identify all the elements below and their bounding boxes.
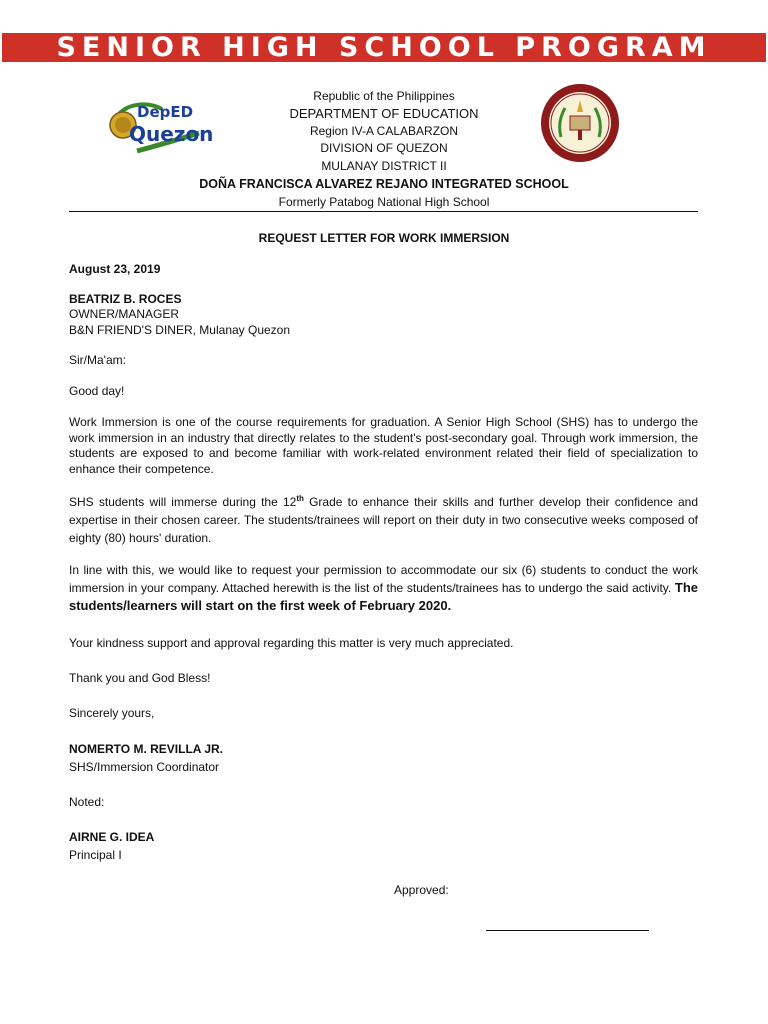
signer-name: NOMERTO M. REVILLA JR. xyxy=(69,742,224,756)
approved-label: Approved: xyxy=(394,883,449,897)
header-school: DOÑA FRANCISCA ALVAREZ REJANO INTEGRATED SCHOOL xyxy=(199,177,569,191)
letter-date: August 23, 2019 xyxy=(69,262,161,276)
header-division: DIVISION OF QUEZON xyxy=(320,141,448,155)
greeting: Good day! xyxy=(69,384,125,398)
principal-title: Principal I xyxy=(69,848,122,862)
header-department: DEPARTMENT OF EDUCATION xyxy=(289,106,479,121)
recipient-title: OWNER/MANAGER xyxy=(69,307,180,321)
recipient-company: B&N FRIEND'S DINER, Mulanay Quezon xyxy=(69,323,291,337)
paragraph-2: SHS students will immerse during the 12th Grade to enhance their skills and further develop their confidence and expertise in their chosen career. The students/trainees will report on their duty in two consecutive weeks composed of eighty (80) hours' duration. xyxy=(69,494,698,545)
noted-label: Noted: xyxy=(69,795,105,809)
thanks-line: Thank you and God Bless! xyxy=(69,671,211,685)
approval-signature-line xyxy=(486,930,649,931)
paragraph-1: Work Immersion is one of the course requirements for graduation. A Senior High School (SHS) has to undergo the work immersion in an industry that directly relates to the student's post-secondary goal. Through work immersion, the students are exposed to and become familiar with work-related environment related their field of specialization to enhance their competence. xyxy=(69,415,698,476)
paragraph-3: In line with this, we would like to request your permission to accommodate our six (6) students to conduct the work immersion in your company. Attached herewith is the list of the students/trainees has to undergo the said activity. The students/learners will start on the first week of February 2020. xyxy=(69,563,698,613)
header-divider xyxy=(69,211,698,212)
header-district: MULANAY DISTRICT II xyxy=(321,159,447,173)
svg-text:Quezon: Quezon xyxy=(129,122,214,146)
principal-name: AIRNE G. IDEA xyxy=(69,830,155,844)
closing-line: Sincerely yours, xyxy=(69,706,155,720)
letter-title: REQUEST LETTER FOR WORK IMMERSION xyxy=(258,231,510,245)
recipient-name: BEATRIZ B. ROCES xyxy=(69,292,182,306)
paragraph-4: Your kindness support and approval regarding this matter is very much appreciated. xyxy=(69,636,514,650)
signer-title: SHS/Immersion Coordinator xyxy=(69,760,220,774)
header-formerly: Formerly Patabog National High School xyxy=(278,195,490,209)
program-banner: SENIOR HIGH SCHOOL PROGRAM xyxy=(2,33,766,62)
svg-text:DepED: DepED xyxy=(137,103,194,121)
header-region: Region IV-A CALABARZON xyxy=(309,124,459,138)
salutation: Sir/Ma'am: xyxy=(69,353,126,367)
header-republic: Republic of the Philippines xyxy=(313,89,455,103)
